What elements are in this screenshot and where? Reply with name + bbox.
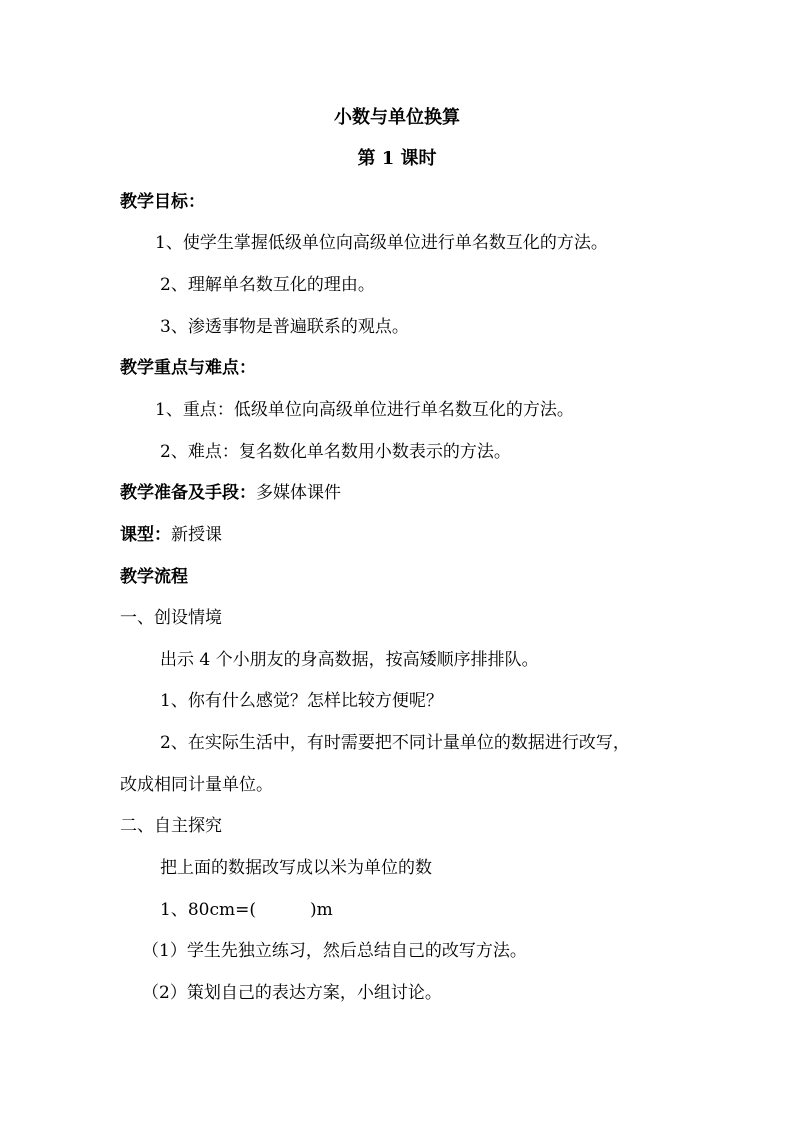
objectives-heading: 教学目标： [120,192,205,212]
section1-intro: 出示 4 个小朋友的身高数据，按高矮顺序排排队。 [160,650,539,670]
section2-intro: 把上面的数据改写成以米为单位的数 [160,858,432,878]
section2-heading: 二、自主探究 [120,816,222,836]
preparation-line [120,483,341,503]
section1-item: 2、在实际生活中，有时需要把不同计量单位的数据进行改写， [160,733,630,753]
document-subtitle: 第 1 课时 [357,148,437,169]
process-heading: 教学流程 [120,567,188,587]
section1-item: 1、你有什么感觉？怎样比较方便呢？ [160,691,443,711]
section2-step: （1）学生先独立练习，然后总结自己的改写方法。 [142,941,527,961]
lesson-type-label: 课型： [120,525,171,545]
section2-exercise [160,900,333,920]
preparation-label: 教学准备及手段： [120,483,256,503]
objective-item: 2、理解单名数互化的理由。 [160,275,375,295]
objective-item: 3、渗透事物是普遍联系的观点。 [160,317,409,337]
preparation-value: 多媒体课件 [256,483,341,503]
exercise-left: 1、80cm=( [160,900,256,920]
lesson-type-value: 新授课 [171,525,222,545]
key-point-item: 1、重点：低级单位向高级单位进行单名数互化的方法。 [155,400,574,420]
key-point-item: 2、难点：复名数化单名数用小数表示的方法。 [160,442,511,462]
section1-item-continued: 改成相同计量单位。 [120,775,273,795]
document-title: 小数与单位换算 [334,107,460,128]
section2-step: （2）策划自己的表达方案，小组讨论。 [142,983,442,1003]
section1-heading: 一、创设情境 [120,608,222,628]
objective-item: 1、使学生掌握低级单位向高级单位进行单名数互化的方法。 [155,233,608,253]
lesson-type-line [120,525,222,545]
exercise-right: )m [309,900,333,920]
key-points-heading: 教学重点与难点： [120,358,256,378]
